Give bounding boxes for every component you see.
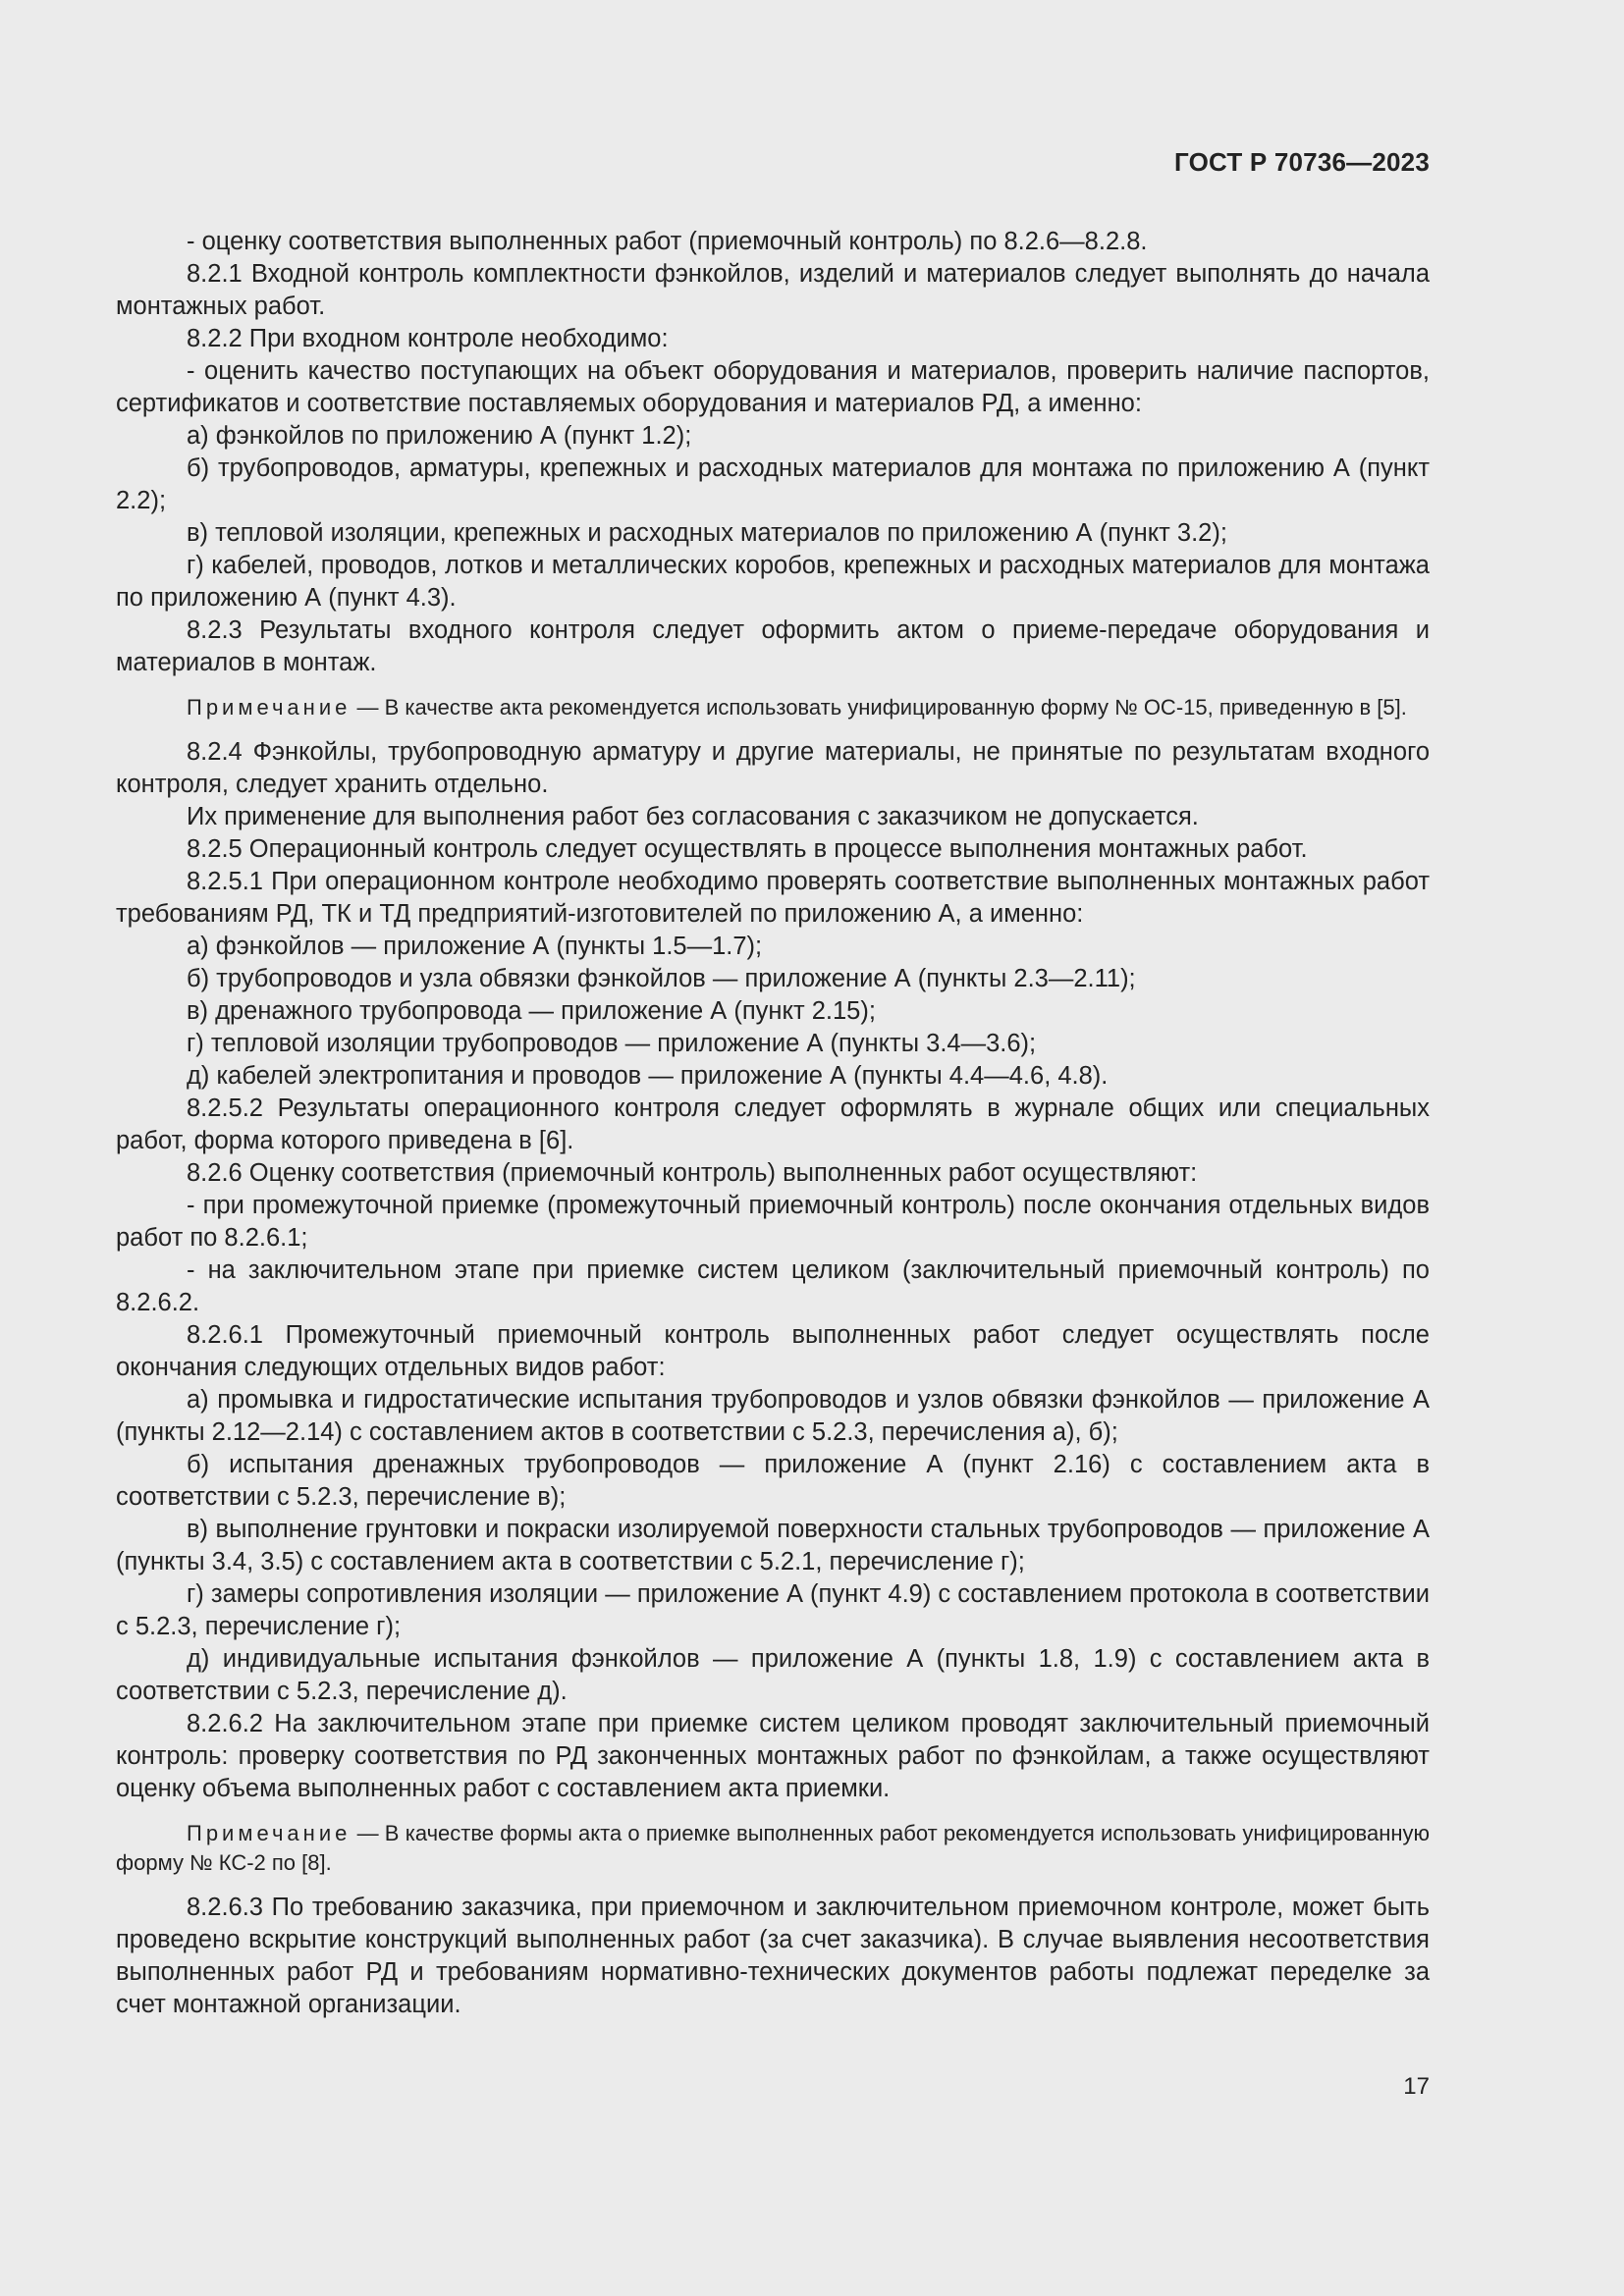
list-item: - при промежуточной приемке (промежуточный приемочный контроль) после окончания отдельных видов работ по 8.2.6.1;	[116, 1192, 1430, 1252]
paragraph: 8.2.3 Результаты входного контроля следует оформить актом о приеме-передаче оборудования и материалов в монтаж.	[116, 616, 1430, 676]
list-item: б) трубопроводов, арматуры, крепежных и расходных материалов для монтажа по приложению А (пункт 2.2);	[116, 454, 1430, 514]
list-item: б) трубопроводов и узла обвязки фэнкойлов — приложение А (пункты 2.3—2.11);	[187, 965, 1136, 992]
list-item: а) фэнкойлов — приложение А (пункты 1.5—1.7);	[187, 933, 763, 960]
list-item: г) замеры сопротивления изоляции — приложение А (пункт 4.9) с составлением протокола в соответствии с 5.2.3, перечисление г);	[116, 1580, 1430, 1640]
note-label: Примечание	[187, 695, 352, 720]
list-item: а) промывка и гидростатические испытания трубопроводов и узлов обвязки фэнкойлов — приложение А (пункты 2.12—2.14) с составлением актов в соответствии с 5.2.3, перечисления а), б);	[116, 1386, 1430, 1446]
paragraph: 8.2.5 Операционный контроль следует осуществлять в процессе выполнения монтажных работ.	[187, 835, 1308, 863]
paragraph: - оценку соответствия выполненных работ (приемочный контроль) по 8.2.6—8.2.8.	[187, 228, 1148, 255]
paragraph: 8.2.6.1 Промежуточный приемочный контроль выполненных работ следует осуществлять после окончания следующих отдельных видов работ:	[116, 1321, 1430, 1381]
paragraph: 8.2.4 Фэнкойлы, трубопроводную арматуру и другие материалы, не принятые по результатам входного контроля, следует хранить отдельно.	[116, 738, 1430, 798]
note-text: — В качестве формы акта о приемке выполненных работ рекомендуется использовать унифицированную форму № КС-2 по [8].	[116, 1821, 1430, 1875]
paragraph: - оценить качество поступающих на объект оборудования и материалов, проверить наличие паспортов, сертификатов и соответствие поставляемых оборудования и материалов РД, а именно:	[116, 357, 1430, 417]
paragraph: 8.2.1 Входной контроль комплектности фэнкойлов, изделий и материалов следует выполнять до начала монтажных работ.	[116, 260, 1430, 320]
paragraph: 8.2.6.3 По требованию заказчика, при приемочном и заключительном приемочном контроле, может быть проведено вскрытие конструкций выполненных работ (за счет заказчика). В случае выявления несоответствия выполненных работ РД и требованиям нормативно-технических документов работы подлежат переделке за счет монтажной организации.	[116, 1894, 1430, 2018]
note-text: — В качестве акта рекомендуется использовать унифицированную форму № ОС-15, приведенную в [5].	[351, 695, 1407, 720]
paragraph: 8.2.2 При входном контроле необходимо:	[187, 325, 669, 352]
note	[116, 1819, 1430, 1878]
paragraph: 8.2.6 Оценку соответствия (приемочный контроль) выполненных работ осуществляют:	[187, 1159, 1198, 1187]
list-item: - на заключительном этапе при приемке систем целиком (заключительный приемочный контроль) по 8.2.6.2.	[116, 1256, 1430, 1316]
paragraph: Их применение для выполнения работ без согласования с заказчиком не допускается.	[187, 803, 1199, 830]
page-number: 17	[1403, 2073, 1430, 2100]
list-item: в) тепловой изоляции, крепежных и расходных материалов по приложению А (пункт 3.2);	[187, 519, 1227, 547]
list-item: в) дренажного трубопровода — приложение А (пункт 2.15);	[187, 997, 876, 1025]
note	[116, 693, 1430, 722]
list-item: а) фэнкойлов по приложению А (пункт 1.2);	[187, 422, 692, 450]
list-item: д) индивидуальные испытания фэнкойлов — приложение А (пункты 1.8, 1.9) с составлением акта в соответствии с 5.2.3, перечисление д).	[116, 1645, 1430, 1705]
list-item: в) выполнение грунтовки и покраски изолируемой поверхности стальных трубопроводов — приложение А (пункты 3.4, 3.5) с составлением акта в соответствии с 5.2.1, перечисление г);	[116, 1516, 1430, 1575]
document-header: ГОСТ Р 70736—2023	[1174, 147, 1430, 177]
list-item: г) тепловой изоляции трубопроводов — приложение А (пункты 3.4—3.6);	[187, 1030, 1037, 1057]
paragraph: 8.2.5.1 При операционном контроле необходимо проверять соответствие выполненных монтажных работ требованиям РД, ТК и ТД предприятий-изготовителей по приложению А, а именно:	[116, 868, 1430, 928]
list-item: г) кабелей, проводов, лотков и металлических коробов, крепежных и расходных материалов для монтажа по приложению А (пункт 4.3).	[116, 552, 1430, 612]
list-item: д) кабелей электропитания и проводов — приложение А (пункты 4.4—4.6, 4.8).	[187, 1062, 1109, 1090]
paragraph: 8.2.6.2 На заключительном этапе при приемке систем целиком проводят заключительный приемочный контроль: проверку соответствия по РД законченных монтажных работ по фэнкойлам, а также осуществляют оценку объема выполненных работ с составлением акта приемки.	[116, 1710, 1430, 1802]
document-body	[116, 226, 1430, 2021]
note-label: Примечание	[187, 1821, 352, 1845]
paragraph: 8.2.5.2 Результаты операционного контроля следует оформлять в журнале общих или специальных работ, форма которого приведена в [6].	[116, 1095, 1430, 1154]
list-item: б) испытания дренажных трубопроводов — приложение А (пункт 2.16) с составлением акта в соответствии с 5.2.3, перечисление в);	[116, 1451, 1430, 1511]
